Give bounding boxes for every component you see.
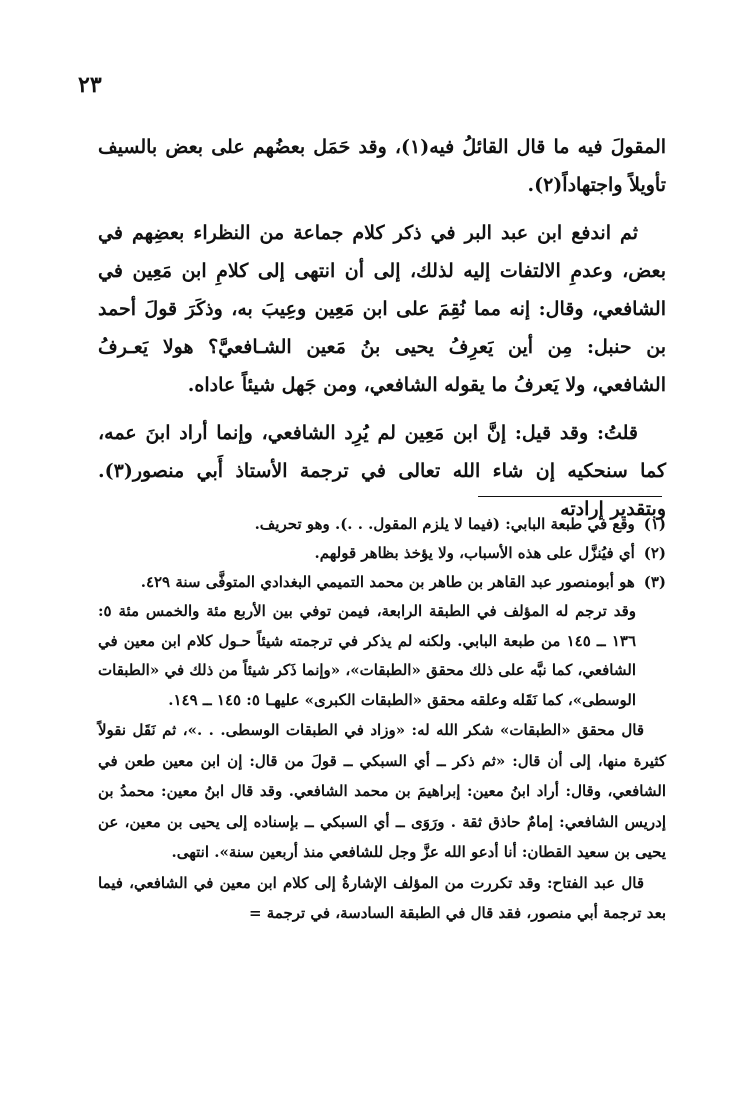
paragraph-1: المقولَ فيه ما قال القائلُ فيه(١)، وقد حَمَل بعضُهم على بعض بالسيف تأويلاً واجتهاداً(٢). bbox=[98, 136, 667, 196]
footnote-3-number: (٣) bbox=[643, 573, 666, 591]
footnote-3-paragraph-2: قال محقق «الطبقات» شكر الله له: «وزاد في الطبقات الوسطى. . .»، ثم نَقَل نقولاً كثيرة منها، إلى أن قال: «ثم ذكر ــ أي السبكي ــ قولَ من قال: إن ابن معين طعن في الشافعي، وقال: أراد ابنُ معين: إبراهيمَ بن محمد الشافعي. وقد قال ابنُ معين: محمدُ بن إدريس الشافعي: إمامٌ حاذق ثقة . ورَوَى ــ أي السبكي ــ بإسناده إلى يحيى بن معين، عن يحيى بن سعيد القطان: أنا أدعو الله عزَّ وجل للشافعي منذ أربعين سنة». انتهى. bbox=[98, 721, 666, 861]
footnote-2-number: (٢) bbox=[643, 544, 666, 562]
footnote-1-text: وقع في طبعة البابي: (فيما لا يلزم المقول. . .). وهو تحريف. bbox=[254, 515, 635, 533]
footnote-1 bbox=[98, 510, 666, 539]
footnote-2 bbox=[98, 539, 666, 568]
footnote-3 bbox=[98, 568, 666, 597]
footnote-3-details: وقد ترجم له المؤلف في الطبقة الرابعة، فيمن توفي بين الأربع مئة والخمس مئة ٥: ١٣٦ ــ ١٤٥ من طبعة البابي. ولكنه لم يذكر في ترجمته شيئاً حـول كلام ابن معين في الشافعي، كما نبَّه على ذلك محقق «الطبقات»، «وإنما ذَكر شيئاً من ذلك في «الطبقات الوسطى»، كما نَقَله وعلقه محقق «الطبقات الكبرى» عليهـا ٥: ١٤٥ ــ ١٤٩. bbox=[98, 602, 637, 709]
footnote-2-text: أي فيُنزَّل على هذه الأسباب، ولا يؤخذ بظاهر قولهم. bbox=[314, 544, 635, 562]
footnote-3-text: هو أبومنصور عبد القاهر بن طاهر بن محمد التميمي البغدادي المتوفَّى سنة ٤٢٩. bbox=[140, 573, 635, 591]
main-text bbox=[98, 128, 666, 538]
footnote-1-number: (١) bbox=[643, 515, 666, 533]
page-number: ٢٣ bbox=[78, 72, 102, 98]
paragraph-3: قلتُ: وقد قيل: إنَّ ابن مَعِين لم يُرِد الشافعي، وإنما أراد ابنَ عمه، كما سنحكيه إن شاء الله تعالى في ترجمة الأستاذ أَبي منصور(٣). وبتقدير إرادته bbox=[98, 422, 666, 520]
footnote-separator bbox=[478, 496, 662, 497]
paragraph-2: ثم اندفع ابن عبد البر في ذكر كلام جماعة من النظراء بعضِهم في بعض، وعدمِ الالتفات إليه لذلك، إلى أن انتهى إلى كلامِ ابن مَعِين في الشافعي، وقال: إنه مما نُقِمَ على ابن مَعِين وعِيبَ به، وذكَرَ قولَ أحمد بن حنبل: مِن أين يَعرِفُ يحيى بنُ مَعين الشـافعيَّ؟ هولا يَعـرفُ الشافعي، ولا يَعرفُ ما يقوله الشافعي، ومن جَهل شيئاً عاداه. bbox=[98, 222, 666, 396]
footnotes bbox=[98, 510, 666, 929]
footnote-3-paragraph-3: قال عبد الفتاح: وقد تكررت من المؤلف الإشارةُ إلى كلام ابن معين في الشافعي، فيما بعد ترجمة أبي منصور، فقد قال في الطبقة السادسة، في ترجمة = bbox=[98, 873, 666, 922]
